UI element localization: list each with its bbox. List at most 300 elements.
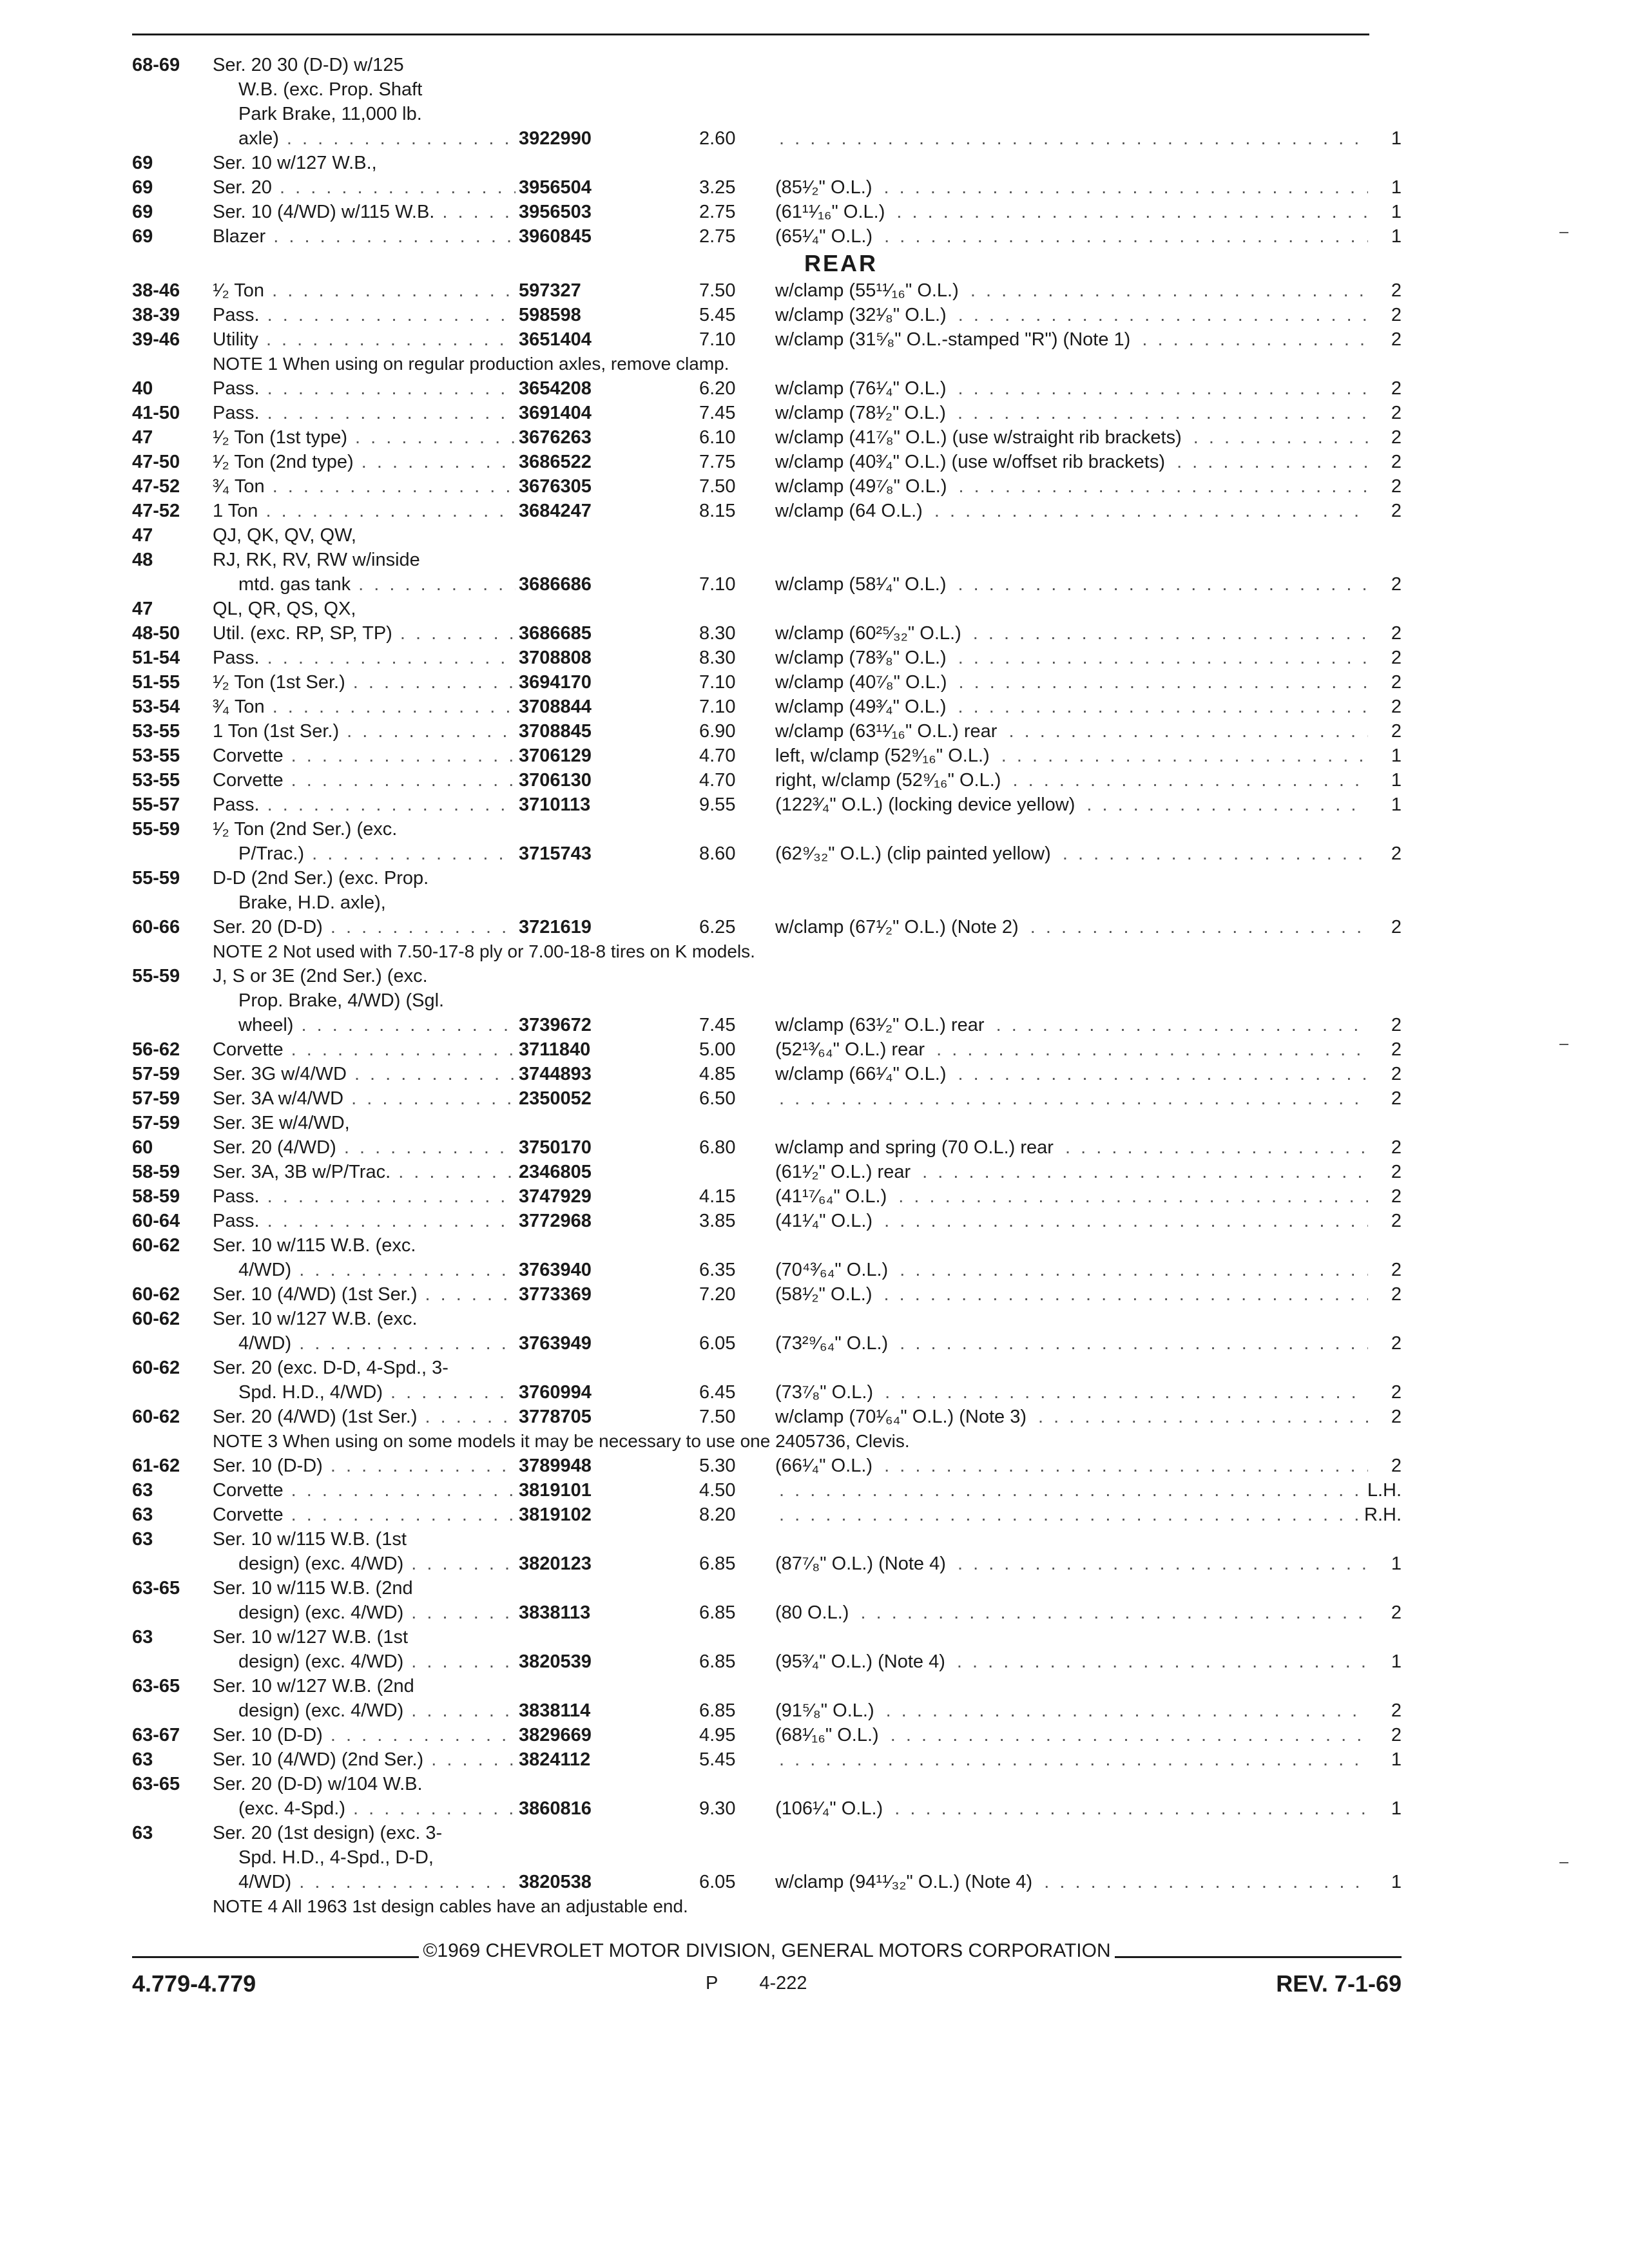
- vehicle-description: QL, QR, QS, QX,: [213, 599, 356, 619]
- quantity: 2: [1391, 1088, 1402, 1109]
- remarks: [775, 621, 1368, 646]
- quantity: 2: [1391, 1064, 1402, 1084]
- remarks-text: w/clamp (32¹⁄₈" O.L.): [775, 305, 950, 325]
- remarks-text: [775, 1480, 779, 1501]
- table-row: [132, 224, 1402, 249]
- remarks-text: (87⁷⁄₈" O.L.) (Note 4): [775, 1553, 950, 1574]
- part-number: 3789948: [519, 1456, 592, 1476]
- table-row: [132, 597, 1402, 621]
- vehicle-description: ³⁄₄ Ton . . .: [213, 695, 516, 719]
- margin-tick: [1559, 1044, 1568, 1045]
- table-row: [132, 1747, 1402, 1772]
- quantity: L.H.: [1367, 1480, 1402, 1501]
- remarks-text: w/clamp and spring (70 O.L.) rear: [775, 1137, 1057, 1158]
- remarks: [775, 1331, 1368, 1356]
- part-number: 3715743: [519, 843, 592, 864]
- table-row: [132, 327, 1402, 352]
- remarks-text: w/clamp (63¹¹⁄₁₆" O.L.) rear: [775, 721, 1001, 742]
- vehicle-description: QJ, QK, QV, QW,: [213, 525, 356, 546]
- table-row: [132, 890, 1402, 915]
- remarks: [775, 1258, 1368, 1282]
- quantity: 2: [1391, 574, 1402, 595]
- vehicle-description: Pass. . . .: [213, 1184, 516, 1209]
- remarks: [775, 1600, 1368, 1625]
- vehicle-description: Blazer . . .: [213, 224, 516, 249]
- table-row: [132, 401, 1402, 425]
- model-year: 53-54: [132, 697, 180, 717]
- table-row: [132, 1698, 1402, 1723]
- part-number: 3708845: [519, 721, 592, 742]
- cable-length: 9.30: [699, 1798, 736, 1819]
- table-row: [132, 151, 1402, 175]
- table-row: [132, 1356, 1402, 1380]
- part-number: 3651404: [519, 329, 592, 350]
- cable-length: 7.50: [699, 1407, 736, 1427]
- cable-length: 6.10: [699, 427, 736, 448]
- remarks-text: (61¹⁄₂" O.L.) rear: [775, 1162, 914, 1182]
- table-row: [132, 719, 1402, 744]
- table-row: [132, 817, 1402, 841]
- quantity: 2: [1391, 1284, 1402, 1305]
- part-number: 3686685: [519, 623, 592, 644]
- part-number: 3956503: [519, 202, 592, 222]
- remarks: [775, 744, 1368, 768]
- table-row: [132, 1821, 1402, 1845]
- vehicle-description: Pass. . . .: [213, 793, 516, 817]
- vehicle-description: Park Brake, 11,000 lb.: [238, 104, 422, 124]
- part-number: 3711840: [519, 1039, 591, 1060]
- top-rule: [132, 34, 1369, 35]
- vehicle-description: Utility . . .: [213, 327, 516, 352]
- remarks-text: w/clamp (49⁷⁄₈" O.L.): [775, 476, 951, 497]
- quantity: 2: [1391, 721, 1402, 742]
- vehicle-description: Ser. 10 (4/WD) w/115 W.B. . . .: [213, 200, 516, 224]
- remarks: [775, 1723, 1368, 1747]
- cable-length: 7.20: [699, 1284, 736, 1305]
- quantity: 2: [1391, 305, 1402, 325]
- part-number: 3721619: [519, 917, 592, 937]
- model-year: 57-59: [132, 1113, 180, 1133]
- part-number: 3819102: [519, 1504, 592, 1525]
- model-year: 63: [132, 1529, 153, 1550]
- part-number: 3694170: [519, 672, 592, 693]
- table-row: [132, 964, 1402, 988]
- table-row: [132, 1160, 1402, 1184]
- quantity: 2: [1391, 672, 1402, 693]
- vehicle-description: Ser. 20 (D-D) w/104 W.B.: [213, 1774, 423, 1794]
- part-number: 3820539: [519, 1651, 592, 1672]
- cable-length: 4.50: [699, 1480, 736, 1501]
- part-number: 3824112: [519, 1749, 591, 1770]
- cable-length: 5.00: [699, 1039, 736, 1060]
- table-row: [132, 450, 1402, 474]
- table-row: [132, 1796, 1402, 1821]
- remarks: [775, 646, 1368, 670]
- cable-length: 2.60: [699, 128, 736, 149]
- vehicle-description: ¹⁄₂ Ton (1st Ser.) . . .: [213, 670, 516, 695]
- cable-length: 8.15: [699, 501, 736, 521]
- vehicle-description: ¹⁄₂ Ton (1st type) . . .: [213, 425, 516, 450]
- vehicle-description: design) (exc. 4/WD) . . .: [238, 1552, 516, 1576]
- part-number: 3706130: [519, 770, 592, 791]
- vehicle-description: Ser. 10 (D-D) . . .: [213, 1723, 516, 1747]
- remarks: [775, 327, 1368, 352]
- vehicle-description: Ser. 20 (exc. D-D, 4-Spd., 3-: [213, 1358, 448, 1378]
- cable-length: 8.20: [699, 1504, 736, 1525]
- remarks-text: w/clamp (70¹⁄₆₄" O.L.) (Note 3): [775, 1407, 1030, 1427]
- part-number: 3838113: [519, 1602, 591, 1623]
- rear-section: [132, 278, 1402, 1919]
- vehicle-description: Pass. . . .: [213, 401, 516, 425]
- vehicle-description: Ser. 20 (4/WD) . . .: [213, 1135, 516, 1160]
- table-row: [132, 866, 1402, 890]
- vehicle-description: Ser. 10 w/127 W.B. (2nd: [213, 1676, 414, 1696]
- vehicle-description: Brake, H.D. axle),: [238, 892, 386, 913]
- vehicle-description: P/Trac.) . . .: [238, 841, 516, 866]
- table-row: [132, 1111, 1402, 1135]
- vehicle-description: wheel) . . .: [238, 1013, 516, 1037]
- vehicle-description: Ser. 3A w/4/WD . . .: [213, 1086, 516, 1111]
- quantity: 1: [1391, 202, 1402, 222]
- quantity: 2: [1391, 1039, 1402, 1060]
- model-year: 53-55: [132, 721, 180, 742]
- table-row: [132, 744, 1402, 768]
- remarks-text: w/clamp (55¹¹⁄₁₆" O.L.): [775, 280, 963, 301]
- remarks: [775, 175, 1368, 200]
- remarks: [775, 1380, 1368, 1405]
- vehicle-description: ¹⁄₂ Ton . . .: [213, 278, 516, 303]
- remarks-text: (73⁷⁄₈" O.L.): [775, 1382, 877, 1403]
- front-section: [132, 53, 1402, 249]
- cable-length: 2.75: [699, 202, 736, 222]
- remarks: [775, 425, 1368, 450]
- part-number: 3676305: [519, 476, 592, 497]
- model-year: 60-62: [132, 1358, 180, 1378]
- vehicle-description: Ser. 3G w/4/WD . . .: [213, 1062, 516, 1086]
- remarks-text: w/clamp (66¹⁄₄" O.L.): [775, 1064, 950, 1084]
- quantity: 1: [1391, 794, 1402, 815]
- part-number: 3922990: [519, 128, 592, 149]
- vehicle-description: Ser. 10 w/127 W.B. (exc.: [213, 1309, 418, 1329]
- note-row: [132, 1894, 1402, 1919]
- model-year: 47: [132, 525, 153, 546]
- vehicle-description: D-D (2nd Ser.) (exc. Prop.: [213, 868, 429, 889]
- table-row: [132, 303, 1402, 327]
- table-row: [132, 1478, 1402, 1503]
- model-year: 47-50: [132, 452, 180, 472]
- part-number: 3960845: [519, 226, 592, 247]
- remarks-text: (122³⁄₄" O.L.) (locking device yellow): [775, 794, 1079, 815]
- quantity: R.H.: [1364, 1504, 1402, 1525]
- remarks-text: (41¹⁄₄" O.L.): [775, 1211, 876, 1231]
- table-row: [132, 1013, 1402, 1037]
- model-year: 48-50: [132, 623, 180, 644]
- model-year: 55-59: [132, 966, 180, 986]
- vehicle-description: ¹⁄₂ Ton (2nd Ser.) (exc.: [213, 819, 398, 840]
- cable-length: 6.45: [699, 1382, 736, 1403]
- table-row: [132, 572, 1402, 597]
- vehicle-description: Ser. 3A, 3B w/P/Trac. . . .: [213, 1160, 516, 1184]
- remarks: [775, 303, 1368, 327]
- cable-length: 2.75: [699, 226, 736, 247]
- table-row: [132, 499, 1402, 523]
- remarks-text: (91⁵⁄₈" O.L.): [775, 1700, 878, 1721]
- remarks-text: w/clamp (40³⁄₄" O.L.) (use w/offset rib brackets): [775, 452, 1169, 472]
- vehicle-description: ¹⁄₂ Ton (2nd type) . . .: [213, 450, 516, 474]
- part-number: 3676263: [519, 427, 592, 448]
- remarks: [775, 1037, 1368, 1062]
- vehicle-description: W.B. (exc. Prop. Shaft: [238, 79, 423, 100]
- remarks-text: (106¹⁄₄" O.L.): [775, 1798, 887, 1819]
- table-row: [132, 425, 1402, 450]
- cable-length: 6.05: [699, 1872, 736, 1892]
- model-year: 55-57: [132, 794, 180, 815]
- table-row: [132, 1331, 1402, 1356]
- remarks: [775, 1135, 1368, 1160]
- table-row: [132, 793, 1402, 817]
- table-row: [132, 1209, 1402, 1233]
- vehicle-description: Ser. 20 30 (D-D) w/125: [213, 55, 404, 75]
- remarks: [775, 1013, 1368, 1037]
- table-row: [132, 1845, 1402, 1870]
- vehicle-description: 4/WD) . . .: [238, 1870, 516, 1894]
- vehicle-description: (exc. 4-Spd.) . . .: [238, 1796, 516, 1821]
- part-number: 3747929: [519, 1186, 592, 1207]
- remarks: [775, 1649, 1368, 1674]
- remarks: [775, 1503, 1368, 1527]
- footer-section-number: 4.779-4.779: [132, 1970, 256, 1997]
- cable-length: 6.35: [699, 1260, 736, 1280]
- footer-page-num: 4-222: [759, 1973, 807, 1994]
- vehicle-description: Prop. Brake, 4/WD) (Sgl.: [238, 990, 445, 1011]
- quantity: 1: [1391, 1651, 1402, 1672]
- vehicle-description: Pass. . . .: [213, 303, 516, 327]
- remarks: [775, 768, 1368, 793]
- table-row: [132, 102, 1402, 126]
- cable-length: 7.10: [699, 329, 736, 350]
- remarks-text: (41¹⁷⁄₆₄" O.L.): [775, 1186, 891, 1207]
- quantity: 2: [1391, 843, 1402, 864]
- note-text: NOTE 4 All 1963 1st design cables have an adjustable end.: [213, 1896, 688, 1916]
- model-year: 47: [132, 427, 153, 448]
- table-row: [132, 841, 1402, 866]
- table-row: [132, 1552, 1402, 1576]
- model-year: 60-62: [132, 1407, 180, 1427]
- table-row: [132, 915, 1402, 939]
- table-row: [132, 1454, 1402, 1478]
- model-year: 53-55: [132, 745, 180, 766]
- vehicle-description: Util. (exc. RP, SP, TP) . . .: [213, 621, 516, 646]
- quantity: 2: [1391, 378, 1402, 399]
- model-year: 69: [132, 153, 153, 173]
- part-number: 3686522: [519, 452, 592, 472]
- part-number: 3778705: [519, 1407, 592, 1427]
- footer-page-letter: P: [706, 1973, 718, 1994]
- vehicle-description: Pass. . . .: [213, 1209, 516, 1233]
- cable-length: 3.25: [699, 177, 736, 198]
- vehicle-description: Corvette . . .: [213, 768, 516, 793]
- remarks: [775, 1160, 1368, 1184]
- remarks: [775, 1062, 1368, 1086]
- table-row: [132, 200, 1402, 224]
- remarks-text: (70⁴³⁄₆₄" O.L.): [775, 1260, 892, 1280]
- table-row: [132, 77, 1402, 102]
- quantity: 1: [1391, 1553, 1402, 1574]
- cable-length: 4.85: [699, 1064, 736, 1084]
- model-year: 63: [132, 1749, 153, 1770]
- model-year: 63-67: [132, 1725, 180, 1745]
- remarks-text: left, w/clamp (52⁹⁄₁₆" O.L.): [775, 745, 994, 766]
- remarks-text: w/clamp (60²⁵⁄₃₂" O.L.): [775, 623, 965, 644]
- remarks: [775, 376, 1368, 401]
- part-number: 3708808: [519, 648, 592, 668]
- remarks: [775, 1698, 1368, 1723]
- part-number: 3829669: [519, 1725, 592, 1745]
- remarks: [775, 278, 1368, 303]
- remarks: [775, 474, 1368, 499]
- part-number: 3691404: [519, 403, 592, 423]
- table-row: [132, 1135, 1402, 1160]
- vehicle-description: Pass. . . .: [213, 646, 516, 670]
- table-row: [132, 175, 1402, 200]
- part-number: 3773369: [519, 1284, 592, 1305]
- model-year: 69: [132, 177, 153, 198]
- remarks: [775, 450, 1368, 474]
- remarks: [775, 1478, 1368, 1503]
- vehicle-description: Corvette . . .: [213, 744, 516, 768]
- part-number: 3956504: [519, 177, 592, 198]
- part-number: 3820123: [519, 1553, 592, 1574]
- model-year: 63: [132, 1627, 153, 1648]
- table-row: [132, 1282, 1402, 1307]
- vehicle-description: 4/WD) . . .: [238, 1331, 516, 1356]
- table-row: [132, 1649, 1402, 1674]
- quantity: 2: [1391, 1186, 1402, 1207]
- table-row: [132, 1576, 1402, 1600]
- model-year: 63: [132, 1480, 153, 1501]
- vehicle-description: Ser. 10 w/115 W.B. (exc.: [213, 1235, 416, 1256]
- remarks: [775, 793, 1368, 817]
- remarks: [775, 1747, 1368, 1772]
- remarks-text: w/clamp (94¹¹⁄₃₂" O.L.) (Note 4): [775, 1872, 1036, 1892]
- model-year: 51-55: [132, 672, 180, 693]
- part-number: 3654208: [519, 378, 592, 399]
- part-number: 3763949: [519, 1333, 592, 1354]
- remarks-text: (66¹⁄₄" O.L.): [775, 1456, 876, 1476]
- cable-length: 6.20: [699, 378, 736, 399]
- quantity: 1: [1391, 1749, 1402, 1770]
- vehicle-description: J, S or 3E (2nd Ser.) (exc.: [213, 966, 428, 986]
- cable-length: 7.10: [699, 574, 736, 595]
- model-year: 69: [132, 226, 153, 247]
- remarks-text: w/clamp (41⁷⁄₈" O.L.) (use w/straight rib brackets): [775, 427, 1186, 448]
- quantity: 2: [1391, 697, 1402, 717]
- part-number: 3684247: [519, 501, 592, 521]
- table-row: [132, 1600, 1402, 1625]
- part-number: 3686686: [519, 574, 592, 595]
- table-row: [132, 376, 1402, 401]
- remarks: [775, 1209, 1368, 1233]
- model-year: 60-62: [132, 1284, 180, 1305]
- model-year: 55-59: [132, 868, 180, 889]
- part-number: 3838114: [519, 1700, 591, 1721]
- model-year: 39-46: [132, 329, 180, 350]
- model-year: 38-46: [132, 280, 180, 301]
- cable-length: 7.10: [699, 697, 736, 717]
- vehicle-description: RJ, RK, RV, RW w/inside: [213, 550, 420, 570]
- remarks-text: [775, 1088, 779, 1109]
- model-year: 47: [132, 599, 153, 619]
- cable-length: 7.45: [699, 1015, 736, 1035]
- vehicle-description: design) (exc. 4/WD) . . .: [238, 1600, 516, 1625]
- table-row: [132, 621, 1402, 646]
- remarks: [775, 1086, 1368, 1111]
- vehicle-description: Pass. . . .: [213, 376, 516, 401]
- part-number: 3820538: [519, 1872, 592, 1892]
- remarks: [775, 572, 1368, 597]
- cable-length: 6.25: [699, 917, 736, 937]
- quantity: 2: [1391, 1725, 1402, 1745]
- quantity: 2: [1391, 1456, 1402, 1476]
- vehicle-description: Ser. 20 (4/WD) (1st Ser.) . . .: [213, 1405, 516, 1429]
- remarks-text: w/clamp (64 O.L.): [775, 501, 927, 521]
- vehicle-description: Ser. 20 (D-D) . . .: [213, 915, 516, 939]
- model-year: 40: [132, 378, 153, 399]
- page-footer: [132, 1938, 1402, 2015]
- remarks: [775, 915, 1368, 939]
- cable-length: 6.85: [699, 1553, 736, 1574]
- quantity: 2: [1391, 917, 1402, 937]
- quantity: 1: [1391, 226, 1402, 247]
- table-row: [132, 126, 1402, 151]
- model-year: 60: [132, 1137, 153, 1158]
- remarks-text: (61¹¹⁄₁₆" O.L.): [775, 202, 889, 222]
- table-row: [132, 988, 1402, 1013]
- vehicle-description: axle) . . .: [238, 126, 516, 151]
- table-row: [132, 1380, 1402, 1405]
- remarks-text: right, w/clamp (52⁹⁄₁₆" O.L.): [775, 770, 1005, 791]
- quantity: 1: [1391, 770, 1402, 791]
- table-row: [132, 53, 1402, 77]
- model-year: 63-65: [132, 1676, 180, 1696]
- part-number: 3739672: [519, 1015, 592, 1035]
- remarks-text: w/clamp (76¹⁄₄" O.L.): [775, 378, 950, 399]
- model-year: 68-69: [132, 55, 180, 75]
- remarks-text: (73²⁹⁄₆₄" O.L.): [775, 1333, 892, 1354]
- cable-length: 6.85: [699, 1651, 736, 1672]
- part-number: 3750170: [519, 1137, 592, 1158]
- quantity: 2: [1391, 476, 1402, 497]
- table-row: [132, 695, 1402, 719]
- remarks-text: (68¹⁄₁₆" O.L.): [775, 1725, 883, 1745]
- cable-length: 4.70: [699, 770, 736, 791]
- model-year: 57-59: [132, 1088, 180, 1109]
- model-year: 51-54: [132, 648, 180, 668]
- table-row: [132, 670, 1402, 695]
- vehicle-description: Ser. 10 w/115 W.B. (1st: [213, 1529, 407, 1550]
- quantity: 2: [1391, 403, 1402, 423]
- table-row: [132, 278, 1402, 303]
- remarks: [775, 695, 1368, 719]
- model-year: 53-55: [132, 770, 180, 791]
- remarks-text: (85¹⁄₂" O.L.): [775, 177, 876, 198]
- table-row: [132, 1405, 1402, 1429]
- part-number: 3706129: [519, 745, 592, 766]
- remarks-text: (58¹⁄₂" O.L.): [775, 1284, 876, 1305]
- remarks: [775, 401, 1368, 425]
- quantity: 2: [1391, 1602, 1402, 1623]
- part-number: 3710113: [519, 794, 591, 815]
